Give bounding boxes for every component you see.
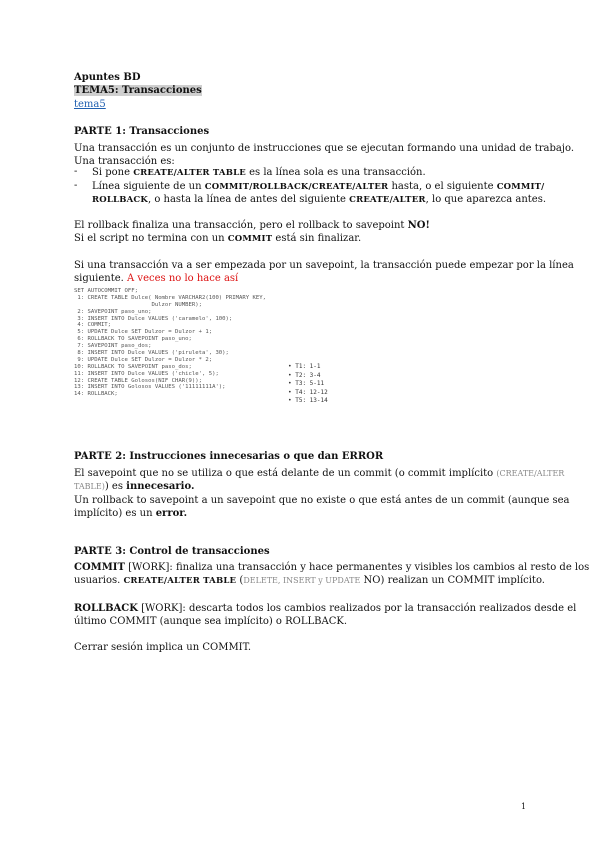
code-line: 4: COMMIT; [74,322,112,329]
transaction-item: • T1: 1-1 [288,363,321,370]
part1-paragraph: Una transacción es un conjunto de instrucciones que se ejecutan formando una unidad de trabajo. [74,143,575,154]
code-line: 13: INSERT INTO Golosos VALUES ('11111111A'); [74,384,226,391]
code-line: 11: INSERT INTO Dulce VALUES ('chicle', 5); [74,370,219,377]
part3-heading: PARTE 3: Control de transacciones [74,546,270,557]
logout-note: Cerrar sesión implica un COMMIT. [74,642,252,653]
part2-line1: El savepoint que no se utiliza o que está delante de un commit (o commit implícito (CREATE/ALTER [74,468,565,479]
code-line: 12: CREATE TABLE Golosos(NIF CHAR(9)); [74,377,202,384]
part2-heading: PARTE 2: Instrucciones innecesarias o que dan ERROR [74,451,384,462]
bullet-item-1: Si pone CREATE/ALTER TABLE es la línea sola es una transacción. [92,167,426,178]
commit-line1: COMMIT [WORK]: finaliza una transacción y hace permanentes y visibles los cambios al resto de los [74,562,590,573]
doc-subtitle: TEMA5: Transacciones [74,85,202,96]
code-line: 3: INSERT INTO Dulce VALUES ('caramelo', 100); [74,315,233,322]
code-line: 9: UPDATE Dulce SET Dulzor = Dulzor * 2; [74,356,213,363]
transaction-item: • T5: 13-14 [288,397,328,405]
code-line: 1: CREATE TABLE Dulce( Nombre VARCHAR2(100) PRIMARY KEY, [74,294,266,301]
code-line: 5: UPDATE Dulce SET Dulzor = Dulzor + 1; [74,329,213,336]
code-line: 7: SAVEPOINT paso_dos; [74,343,152,350]
page-number: 1 [521,802,527,811]
code-line: Dulzor NUMBER); [74,301,202,308]
rollback-line2: último COMMIT (aunque sea implícito) o ROLLBACK. [74,616,348,627]
commit-line2: usuarios. CREATE/ALTER TABLE (DELETE, INSERT y UPDATE NO) realizan un COMMIT implícito. [74,575,545,586]
rollback-line1: ROLLBACK [WORK]: descarta todos los cambios realizados por la transacción realizados desde el [74,603,577,614]
code-line: 10: ROLLBACK TO SAVEPOINT paso_dos; [74,363,192,370]
part2-line3: Un rollback to savepoint a un savepoint que no existe o que está antes de un commit (aunque sea [74,495,570,506]
rollback-note: El rollback finaliza una transacción, pero el rollback to savepoint NO! [74,220,430,231]
part2-line2: TABLE)) es innecesario. [74,481,195,492]
part1-intro: Una transacción es: [74,156,175,167]
transaction-item: • T2: 3-4 [288,371,321,379]
doc-title: Apuntes BD [74,72,141,83]
code-line: 2: SAVEPOINT paso_uno; [74,308,152,315]
part1-heading: PARTE 1: Transacciones [74,126,210,137]
code-line: 8: INSERT INTO Dulce VALUES ('piruleta', 30); [74,350,229,357]
transaction-list [288,363,328,406]
bullet-item-2-line1: Línea siguiente de un COMMIT/ROLLBACK/CREATE/ALTER hasta, o el siguiente COMMIT/ [92,181,545,192]
part2-line4: implícito) es un error. [74,508,188,519]
bullet-marker: - [74,166,78,177]
code-line: 14: ROLLBACK; [74,391,118,398]
savepoint-note-line1: Si una transacción va a ser empezada por un savepoint, la transacción puede empezar por la línea [74,260,574,271]
bullet-item-2-line2: ROLLBACK, o hasta la línea de antes del siguiente CREATE/ALTER, lo que aparezca antes. [92,194,547,205]
tema5-link[interactable]: tema5 [74,99,106,110]
savepoint-note-line2: siguiente. A veces no lo hace así [74,273,239,284]
code-line: 6: ROLLBACK TO SAVEPOINT paso_uno; [74,336,192,343]
bullet-marker: - [74,180,78,191]
transaction-item: • T4: 12-12 [288,388,328,396]
code-line: SET AUTOCOMMIT OFF; [74,288,138,294]
transaction-item: • T3: 5-11 [288,380,325,388]
commit-note: Si el script no termina con un COMMIT está sin finalizar. [74,233,362,244]
